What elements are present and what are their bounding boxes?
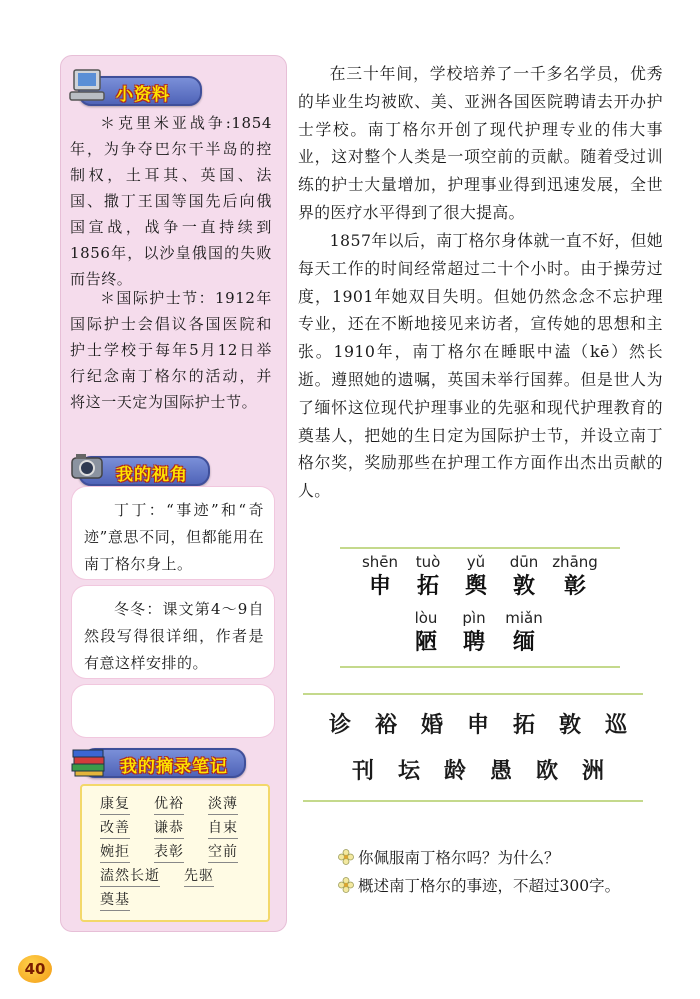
pinyin: pìn <box>462 609 486 627</box>
info-paragraph: ＊克里米亚战争:1854年，为争夺巴尔干半岛的控制权，土耳其、英国、法国、撒丁王国等国先后向俄国宣战，战争一直持续到1856年，以沙皇俄国的失败而告终。 <box>70 114 272 288</box>
write-char: 刊 <box>351 758 374 784</box>
pinyin-char <box>454 553 498 601</box>
write-char: 巡 <box>604 712 627 738</box>
rule-line <box>303 693 643 695</box>
note-word: 谦恭 <box>154 818 184 839</box>
rule-line <box>340 666 620 668</box>
note-word: 奠基 <box>100 890 130 911</box>
hanzi: 拓 <box>416 573 439 599</box>
flower-bullet-icon <box>338 877 354 893</box>
paragraph-text: 1857年以后，南丁格尔身体就一直不好，但她每天工作的时间经常超过二十个小时。由于操劳过度，1901年她双目失明。但她仍然念念不忘护理专业，还在不断地接见来访者，宣传她的思想和主张。1910年，南丁格尔在睡眠中溘（kē）然长逝。遵照她的遗嘱，英国未举行国葬。但是世人为了缅怀这位现代护理事业的先驱和现代护理教育的奠基人，把她的生日定为国际护士节，并设立南丁格尔奖，奖励那些在护理工作方面作出杰出贡献的人。 <box>298 231 663 501</box>
write-char: 拓 <box>512 712 535 738</box>
pinyin-char <box>406 553 450 601</box>
write-char: 欧 <box>535 758 558 784</box>
rule-line <box>303 800 643 802</box>
notes-title: 我的摘录笔记 <box>120 757 228 777</box>
exercise-item <box>338 846 668 870</box>
pinyin-char <box>550 553 600 601</box>
note-word: 康复 <box>100 794 130 815</box>
pinyin: lòu <box>414 609 438 627</box>
info-tag <box>78 76 202 106</box>
pinyin: yǔ <box>466 553 486 571</box>
hanzi: 聘 <box>462 629 485 655</box>
write-char: 申 <box>466 712 489 738</box>
write-char: 坛 <box>397 758 420 784</box>
info-paragraph: ＊国际护士节：1912年国际护士会倡议各国医院和护士学校于每年5月12日举行纪念南丁格尔的活动，并将这一天定为国际护士节。 <box>70 289 272 411</box>
exercise-text: 概述南丁格尔的事迹，不超过300字。 <box>358 877 621 895</box>
paragraph-text: 在三十年间，学校培养了一千多名学员，优秀的毕业生均被欧、美、亚洲各国医院聘请去开办护士学校。南丁格尔开创了现代护理专业的伟大事业，这对整个人类是一项空前的贡献。随着受过训练的护士大量增加，护理事业得到迅速发展，全世界的医疗水平得到了很大提高。 <box>298 64 663 222</box>
hanzi: 舆 <box>464 573 487 599</box>
pinyin-char <box>500 609 548 657</box>
note-word: 先驱 <box>184 866 214 887</box>
books-icon <box>70 744 110 778</box>
write-char: 诊 <box>328 712 351 738</box>
hanzi: 申 <box>368 573 391 599</box>
note-word: 自束 <box>208 818 238 839</box>
pinyin: dūn <box>509 553 539 571</box>
hanzi: 彰 <box>563 573 586 599</box>
comment-box <box>72 487 274 579</box>
exercise-item <box>338 874 668 898</box>
comment-box <box>72 586 274 678</box>
pinyin-char <box>404 609 448 657</box>
view-tag <box>78 456 210 486</box>
info-title: 小资料 <box>116 85 170 105</box>
note-word: 婉拒 <box>100 842 130 863</box>
notes-tag <box>82 748 246 778</box>
pinyin: miǎn <box>505 609 543 627</box>
write-char: 裕 <box>374 712 397 738</box>
note-word: 改善 <box>100 818 130 839</box>
note-word: 溘然长逝 <box>100 866 160 887</box>
note-word: 表彰 <box>154 842 184 863</box>
note-word: 优裕 <box>154 794 184 815</box>
hanzi: 敦 <box>512 573 535 599</box>
camera-icon <box>68 450 108 484</box>
pinyin: shēn <box>361 553 399 571</box>
exercise-text: 你佩服南丁格尔吗？为什么？ <box>358 849 560 867</box>
write-char: 敦 <box>558 712 581 738</box>
rule-line <box>340 547 620 549</box>
view-title: 我的视角 <box>116 465 188 485</box>
write-char: 婚 <box>420 712 443 738</box>
pinyin: tuò <box>415 553 441 571</box>
pinyin-char <box>502 553 546 601</box>
comment-text: 丁丁：“事迹”和“奇迹”意思不同，但都能用在南丁格尔身上。 <box>84 501 264 573</box>
main-paragraph-2 <box>298 227 663 505</box>
page-number: 40 <box>18 955 52 983</box>
comment-text: 冬冬：课文第4～9自然段写得很详细，作者是有意这样安排的。 <box>84 600 264 672</box>
write-char: 龄 <box>443 758 466 784</box>
note-word: 空前 <box>208 842 238 863</box>
note-word: 淡薄 <box>208 794 238 815</box>
write-char: 愚 <box>489 758 512 784</box>
pinyin-char <box>358 553 402 601</box>
computer-icon <box>68 68 108 102</box>
hanzi: 缅 <box>512 629 535 655</box>
pinyin: zhāng <box>552 553 598 571</box>
pinyin-char <box>452 609 496 657</box>
empty-note-box <box>72 685 274 737</box>
write-char: 洲 <box>581 758 604 784</box>
main-paragraph-1 <box>298 60 663 227</box>
flower-bullet-icon <box>338 849 354 865</box>
notes-box <box>80 784 270 922</box>
hanzi: 陋 <box>414 629 437 655</box>
